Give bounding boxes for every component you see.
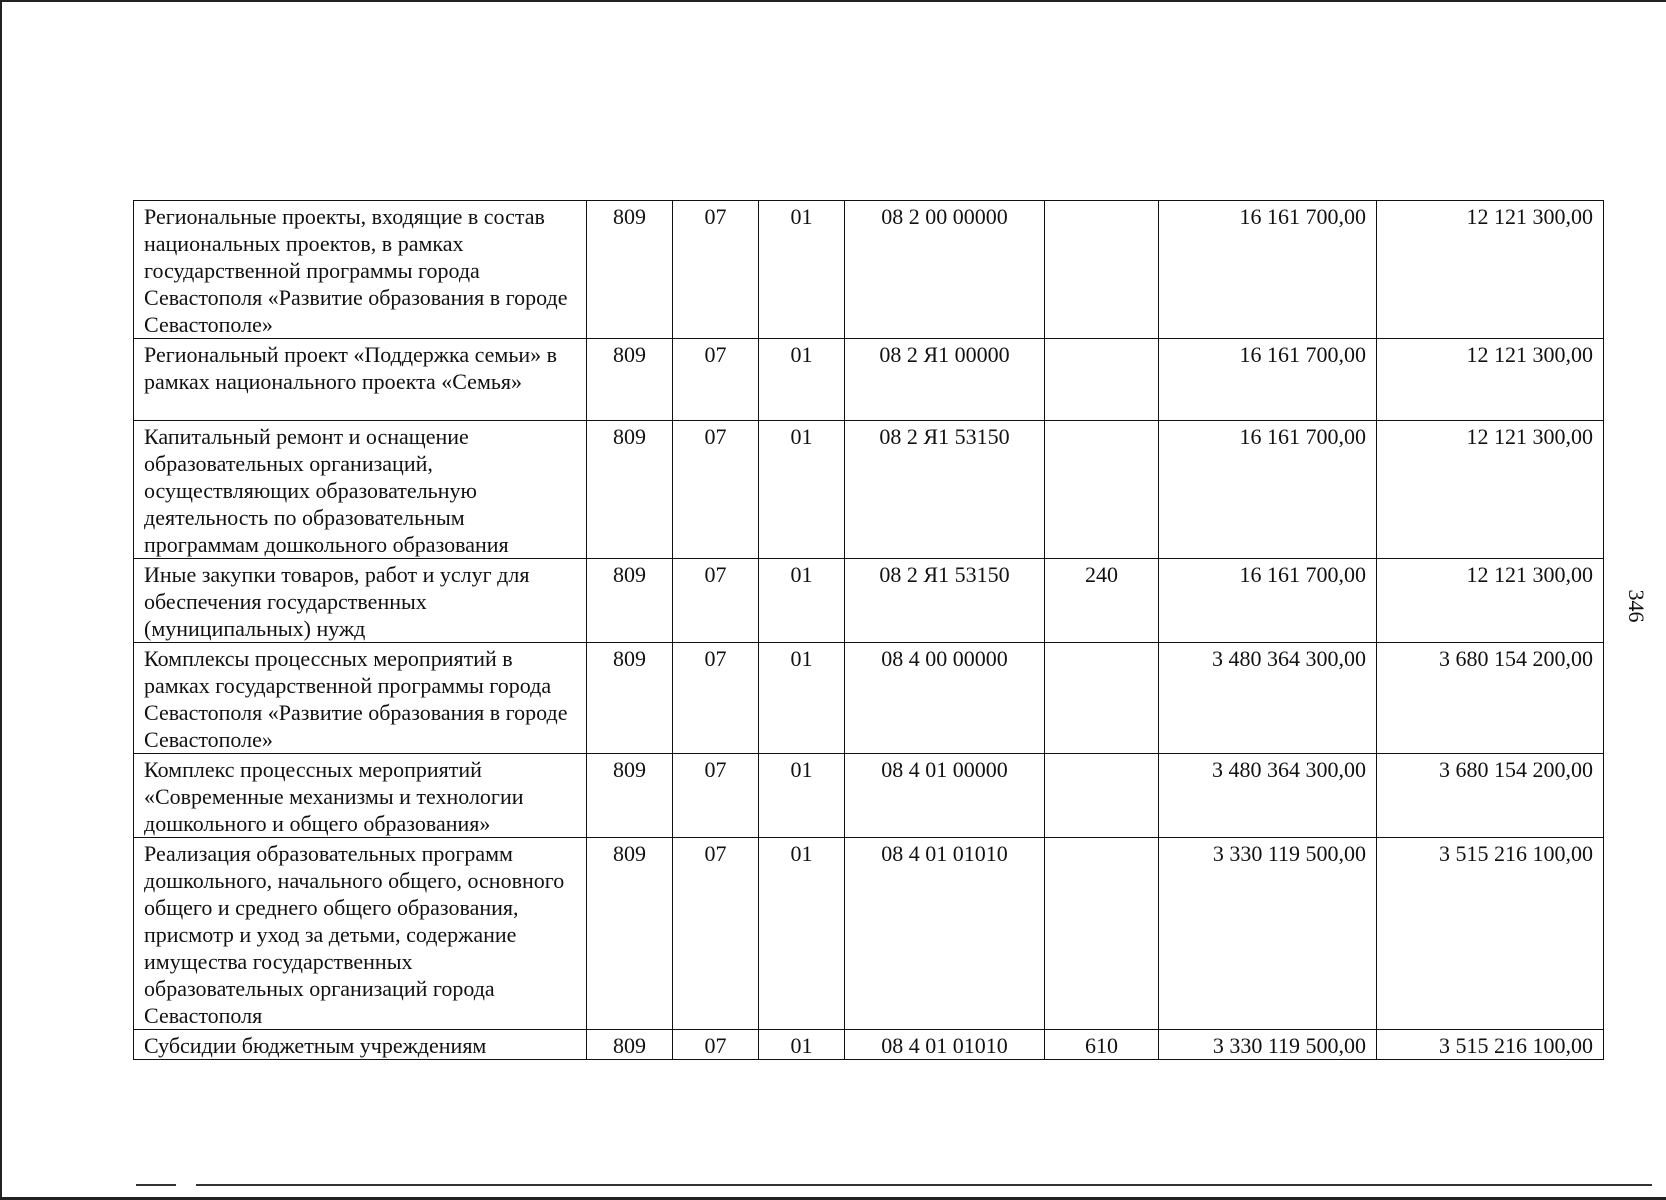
row-name: Комплексы процессных мероприятий в рамках государственной программы города Севастополя «Развитие образования в городе Севастополе» bbox=[134, 643, 587, 754]
row-csr: 08 4 01 01010 bbox=[845, 1030, 1045, 1060]
row-name: Капитальный ремонт и оснащение образовательных организаций, осуществляющих образовательную деятельность по образовательным программам дошкольного образования bbox=[134, 421, 587, 559]
row-ved: 809 bbox=[587, 754, 673, 838]
row-name: Региональный проект «Поддержка семьи» в рамках национального проекта «Семья» bbox=[134, 339, 587, 421]
row-sum-2: 3 515 216 100,00 bbox=[1377, 1030, 1604, 1060]
row-rz: 07 bbox=[673, 339, 759, 421]
row-vr bbox=[1045, 838, 1159, 1030]
row-csr: 08 2 Я1 53150 bbox=[845, 421, 1045, 559]
row-sum-1: 16 161 700,00 bbox=[1159, 559, 1377, 643]
row-ved: 809 bbox=[587, 838, 673, 1030]
budget-table bbox=[133, 200, 1604, 1060]
table-row bbox=[134, 1030, 1604, 1060]
row-name: Реализация образовательных программ дошкольного, начального общего, основного общего и среднего общего образования, присмотр и уход за детьми, содержание имущества государственных образовательных организаций города Севастополя bbox=[134, 838, 587, 1030]
row-sum-2: 12 121 300,00 bbox=[1377, 339, 1604, 421]
row-csr: 08 4 00 00000 bbox=[845, 643, 1045, 754]
table-row bbox=[134, 643, 1604, 754]
row-name: Иные закупки товаров, работ и услуг для обеспечения государственных (муниципальных) нужд bbox=[134, 559, 587, 643]
row-csr: 08 4 01 01010 bbox=[845, 838, 1045, 1030]
row-pr: 01 bbox=[759, 201, 845, 339]
footer-rule-long bbox=[196, 1184, 1652, 1186]
row-sum-1: 16 161 700,00 bbox=[1159, 421, 1377, 559]
row-rz: 07 bbox=[673, 559, 759, 643]
row-vr bbox=[1045, 339, 1159, 421]
row-pr: 01 bbox=[759, 754, 845, 838]
row-vr: 610 bbox=[1045, 1030, 1159, 1060]
row-rz: 07 bbox=[673, 1030, 759, 1060]
row-sum-2: 3 515 216 100,00 bbox=[1377, 838, 1604, 1030]
row-vr bbox=[1045, 201, 1159, 339]
row-vr bbox=[1045, 754, 1159, 838]
row-rz: 07 bbox=[673, 421, 759, 559]
row-sum-2: 12 121 300,00 bbox=[1377, 421, 1604, 559]
row-vr: 240 bbox=[1045, 559, 1159, 643]
row-pr: 01 bbox=[759, 559, 845, 643]
row-csr: 08 2 Я1 53150 bbox=[845, 559, 1045, 643]
row-pr: 01 bbox=[759, 421, 845, 559]
row-name: Комплекс процессных мероприятий «Современные механизмы и технологии дошкольного и общего образования» bbox=[134, 754, 587, 838]
row-ved: 809 bbox=[587, 201, 673, 339]
row-name: Региональные проекты, входящие в состав национальных проектов, в рамках государственной программы города Севастополя «Развитие образования в городе Севастополе» bbox=[134, 201, 587, 339]
row-sum-2: 12 121 300,00 bbox=[1377, 559, 1604, 643]
row-name: Субсидии бюджетным учреждениям bbox=[134, 1030, 587, 1060]
table-row bbox=[134, 201, 1604, 339]
table-row bbox=[134, 421, 1604, 559]
row-ved: 809 bbox=[587, 1030, 673, 1060]
row-sum-1: 16 161 700,00 bbox=[1159, 339, 1377, 421]
table-row bbox=[134, 339, 1604, 421]
row-sum-1: 3 330 119 500,00 bbox=[1159, 838, 1377, 1030]
row-rz: 07 bbox=[673, 201, 759, 339]
row-ved: 809 bbox=[587, 339, 673, 421]
row-sum-1: 3 480 364 300,00 bbox=[1159, 754, 1377, 838]
row-ved: 809 bbox=[587, 421, 673, 559]
page-number: 346 bbox=[1624, 589, 1649, 623]
row-csr: 08 2 00 00000 bbox=[845, 201, 1045, 339]
footer-rule-short bbox=[136, 1184, 176, 1186]
row-rz: 07 bbox=[673, 838, 759, 1030]
row-sum-2: 3 680 154 200,00 bbox=[1377, 754, 1604, 838]
row-rz: 07 bbox=[673, 643, 759, 754]
row-rz: 07 bbox=[673, 754, 759, 838]
scan-border-left bbox=[0, 0, 2, 1200]
row-csr: 08 2 Я1 00000 bbox=[845, 339, 1045, 421]
row-sum-1: 16 161 700,00 bbox=[1159, 201, 1377, 339]
row-pr: 01 bbox=[759, 1030, 845, 1060]
row-ved: 809 bbox=[587, 559, 673, 643]
row-pr: 01 bbox=[759, 339, 845, 421]
row-csr: 08 4 01 00000 bbox=[845, 754, 1045, 838]
row-vr bbox=[1045, 421, 1159, 559]
row-pr: 01 bbox=[759, 838, 845, 1030]
table-row bbox=[134, 559, 1604, 643]
row-sum-2: 3 680 154 200,00 bbox=[1377, 643, 1604, 754]
table-row bbox=[134, 838, 1604, 1030]
row-pr: 01 bbox=[759, 643, 845, 754]
row-ved: 809 bbox=[587, 643, 673, 754]
row-sum-1: 3 330 119 500,00 bbox=[1159, 1030, 1377, 1060]
table-row bbox=[134, 754, 1604, 838]
row-sum-2: 12 121 300,00 bbox=[1377, 201, 1604, 339]
row-sum-1: 3 480 364 300,00 bbox=[1159, 643, 1377, 754]
row-vr bbox=[1045, 643, 1159, 754]
scan-border-top bbox=[0, 0, 1666, 2]
